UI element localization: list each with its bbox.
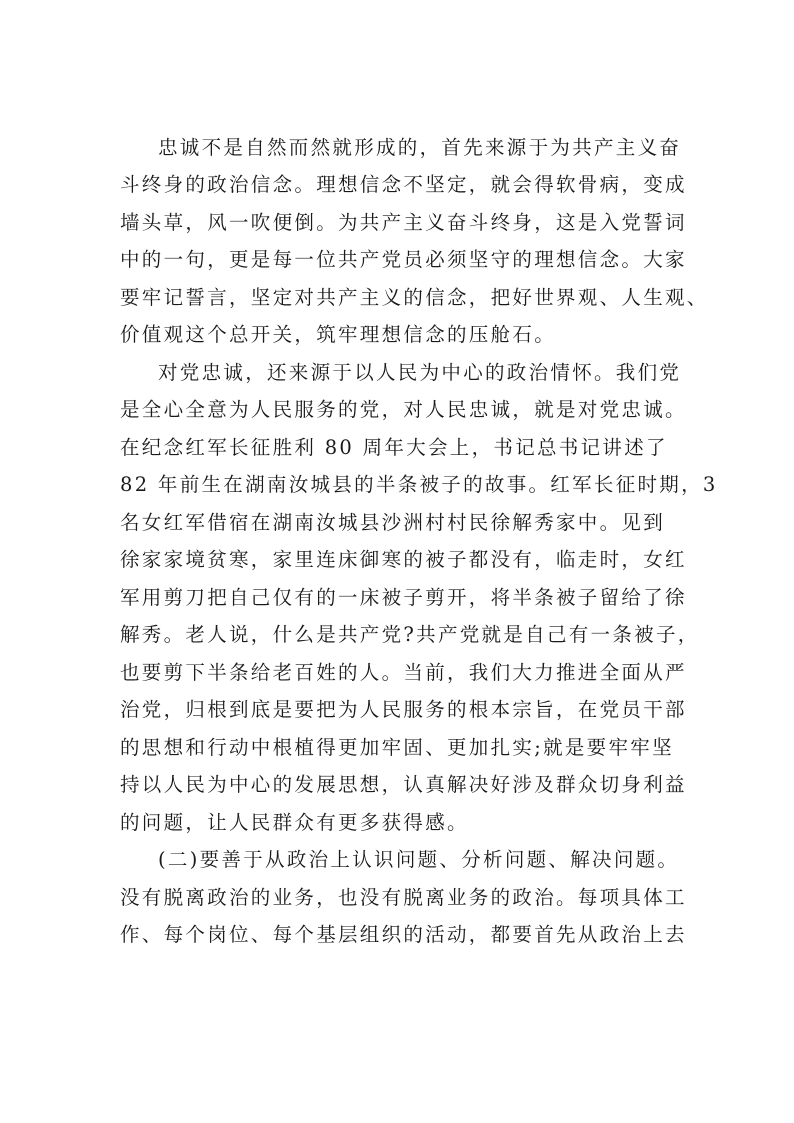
text-line: 82 年前生在湖南汝城县的半条被子的故事。红军长征时期，3 — [120, 473, 718, 496]
text-line: 没有脱离政治的业务，也没有脱离业务的政治。每项具体工 — [120, 886, 687, 909]
text-line: 名女红军借宿在湖南汝城县沙洲村村民徐解秀家中。见到 — [120, 511, 666, 534]
text-line: 军用剪刀把自己仅有的一床被子剪开，将半条被子留给了徐 — [120, 586, 687, 609]
text-line: 作、每个岗位、每个基层组织的活动，都要首先从政治上去 — [120, 923, 687, 946]
text-line: 是全心全意为人民服务的党，对人民忠诚，就是对党忠诚。 — [120, 398, 687, 421]
text-line: 徐家家境贫寒，家里连床御寒的被子都没有，临走时，女红 — [120, 548, 687, 571]
text-line: 斗终身的政治信念。理想信念不坚定，就会得软骨病，变成 — [120, 173, 687, 196]
text-line: 中的一句，更是每一位共产党员必须坚守的理想信念。大家 — [120, 248, 687, 271]
text-line: 忠诚不是自然而然就形成的，首先来源于为共产主义奋 — [158, 136, 682, 159]
text-line: 的思想和行动中根植得更加牢固、更加扎实;就是要牢牢坚 — [120, 736, 674, 759]
text-line: 持以人民为中心的发展思想，认真解决好涉及群众切身利益 — [120, 773, 687, 796]
text-line: 解秀。老人说，什么是共产党?共产党就是自己有一条被子， — [120, 623, 700, 646]
text-line: 的问题，让人民群众有更多获得感。 — [120, 811, 469, 834]
text-line: 价值观这个总开关，筑牢理想信念的压舱石。 — [120, 323, 557, 346]
text-line: 也要剪下半条给老百姓的人。当前，我们大力推进全面从严 — [120, 661, 687, 684]
text-line: 在纪念红军长征胜利 80 周年大会上，书记总书记讲述了 — [120, 436, 668, 459]
text-line: 对党忠诚，还来源于以人民为中心的政治情怀。我们党 — [158, 361, 682, 384]
text-line: 墙头草，风一吹便倒。为共产主义奋斗终身，这是入党誓词 — [120, 211, 687, 234]
text-line: 要牢记誓言，坚定对共产主义的信念，把好世界观、人生观、 — [120, 286, 709, 309]
section-heading: (二)要善于从政治上认识问题、分析问题、解决问题。 — [158, 848, 680, 871]
text-line: 治党，归根到底是要把为人民服务的根本宗旨，在党员干部 — [120, 698, 687, 721]
